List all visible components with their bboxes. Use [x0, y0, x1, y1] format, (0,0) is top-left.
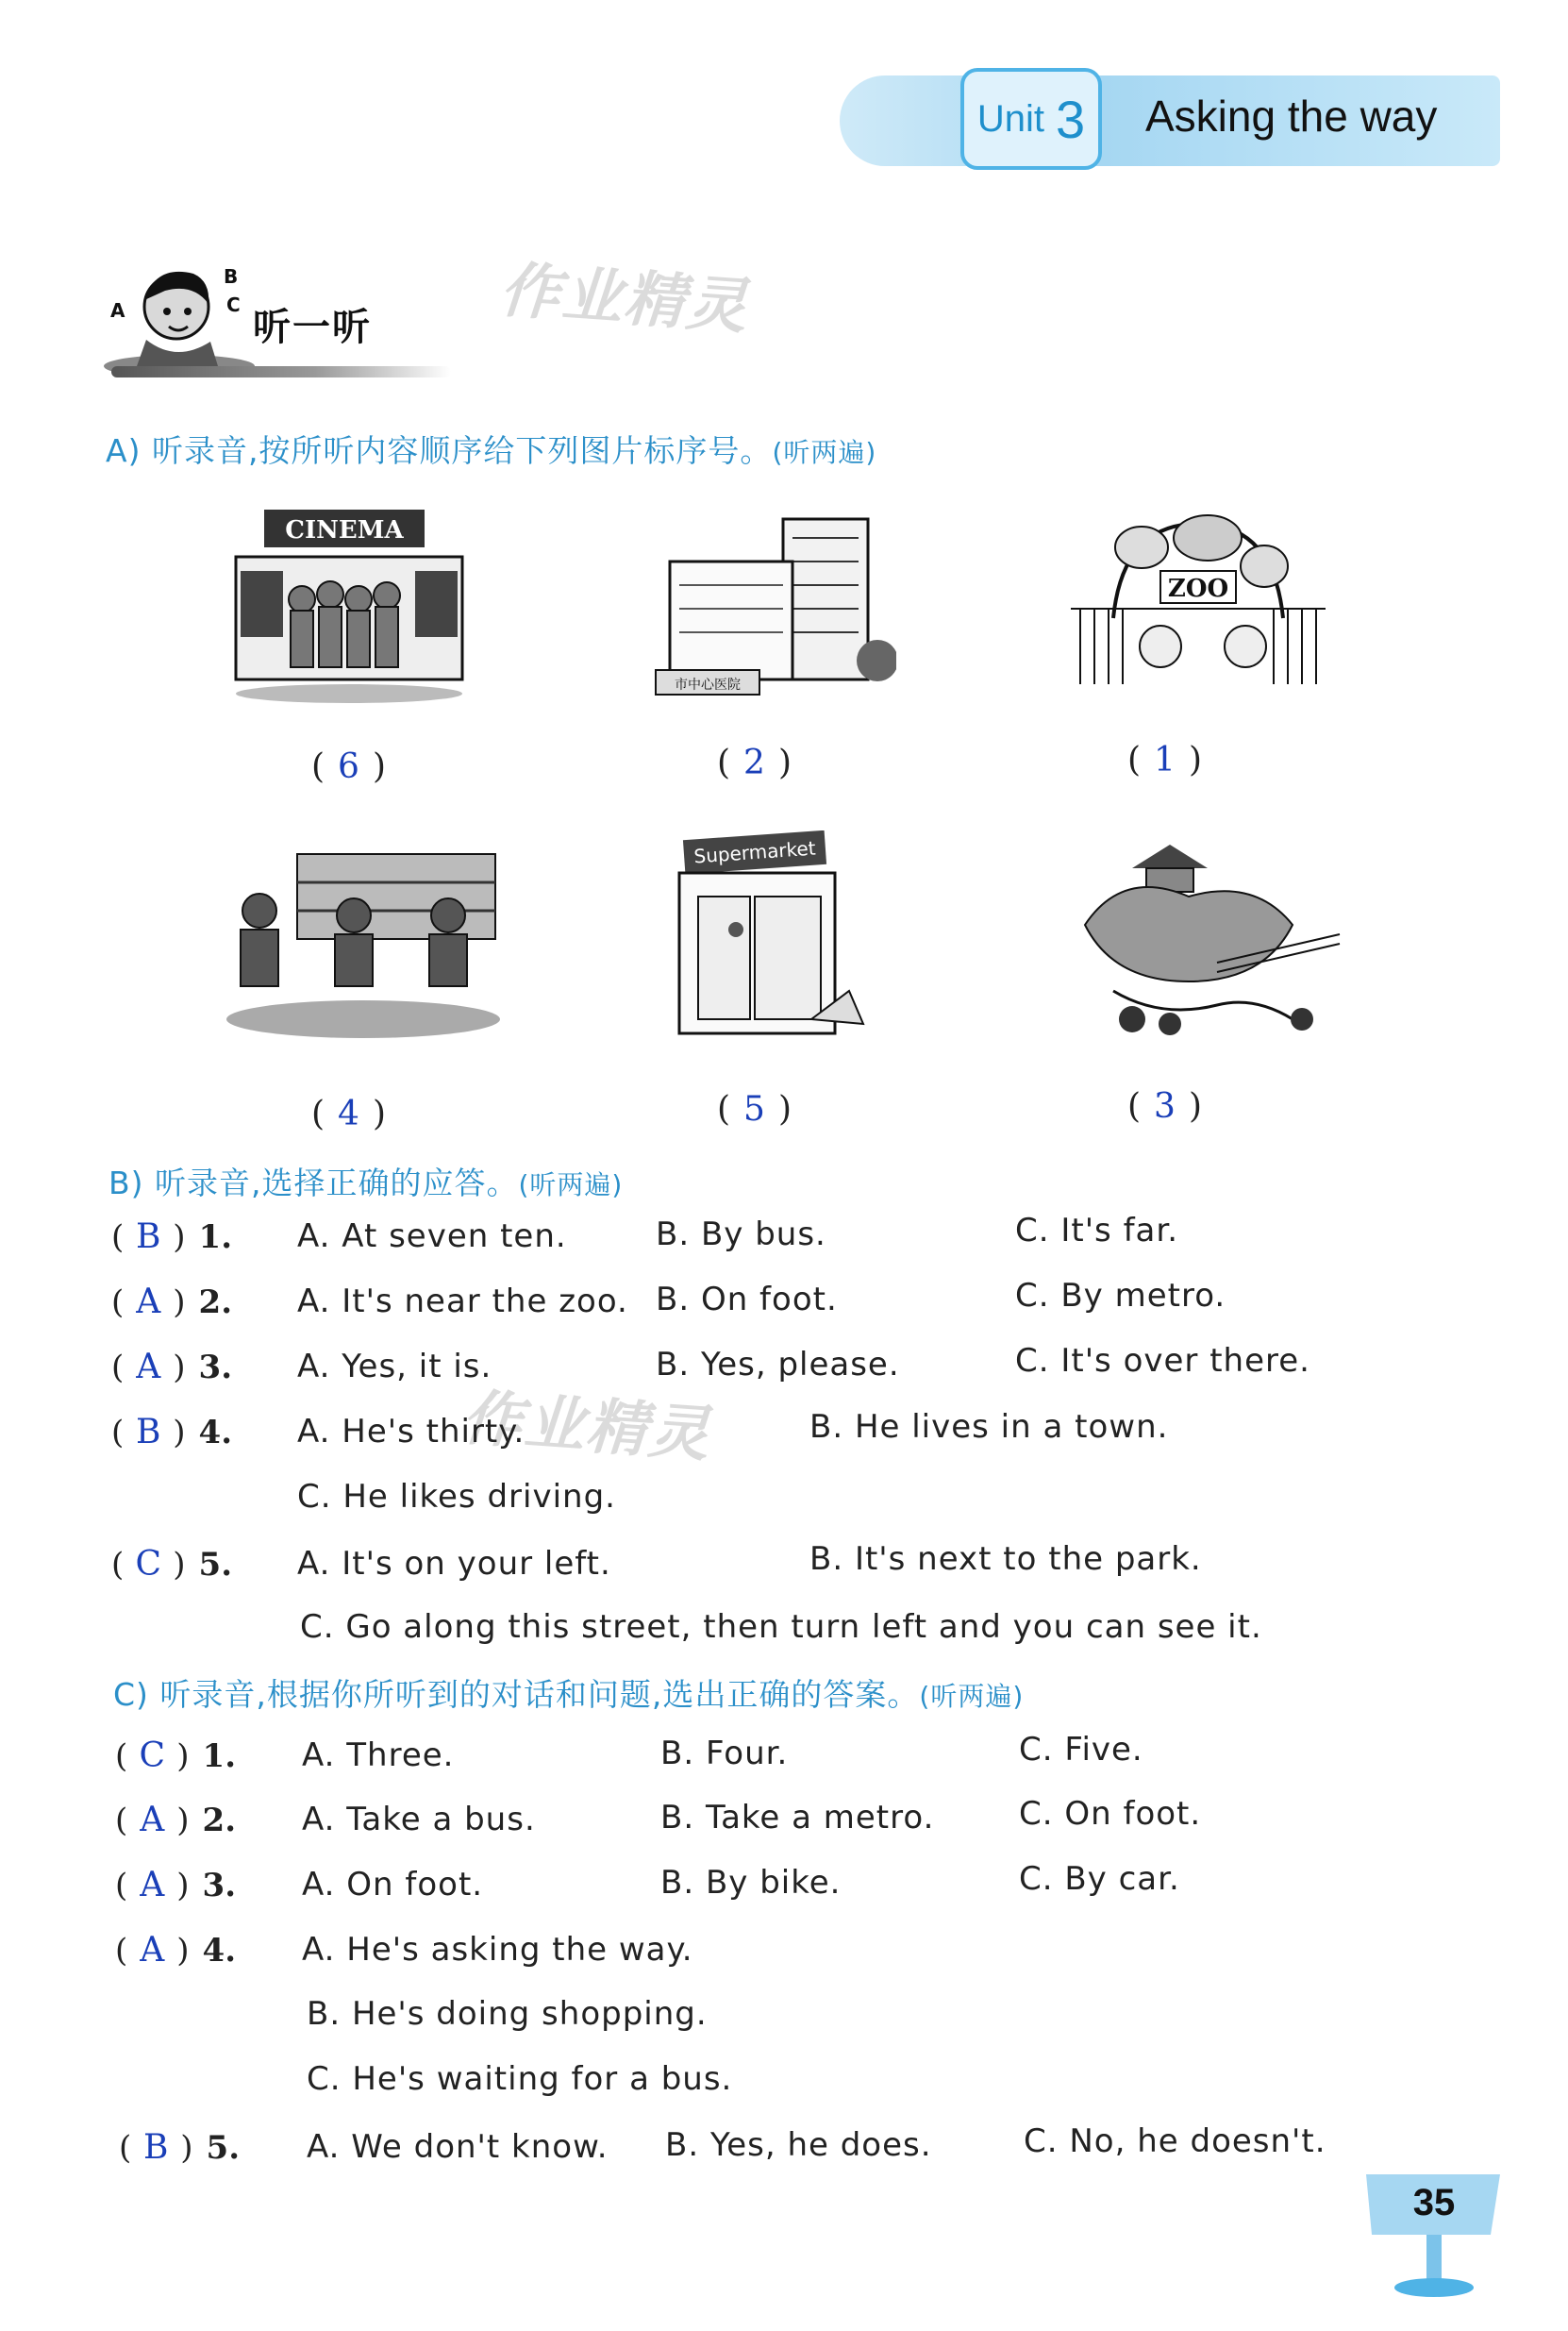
partC-item-1: ( C ) 1. [115, 1736, 237, 1775]
partB-note: (听两遍) [518, 1169, 624, 1200]
option-b: B. He lives in a town. [809, 1408, 1169, 1446]
hospital-sign: 市中心医院 [675, 678, 741, 693]
answer-value[interactable]: A [140, 1866, 165, 1904]
partA-instruction [106, 427, 876, 471]
item-number: 3. [202, 1867, 237, 1904]
option-c: C. By car. [1019, 1860, 1180, 1898]
option-a: A. It's on your left. [297, 1545, 611, 1583]
option-a: A. Take a bus. [302, 1801, 536, 1838]
partB-item-5: ( C ) 5. [111, 1545, 233, 1584]
watermark: 作业精灵 [497, 254, 751, 344]
unit-number: 3 [1055, 89, 1086, 149]
option-c: C. It's over there. [1015, 1342, 1310, 1380]
option-b: B. Take a metro. [660, 1799, 935, 1836]
partC-item-3: ( A ) 3. [115, 1866, 237, 1904]
option-b: B. By bike. [660, 1864, 842, 1902]
watermark: 作业精灵 [459, 1382, 713, 1471]
answer-value[interactable]: C [135, 1545, 162, 1584]
option-c: C. He's waiting for a bus. [307, 2060, 733, 2098]
partB-item-2: ( A ) 2. [111, 1283, 233, 1321]
icon-letter-b: B [224, 265, 239, 288]
answer-slot-hospital[interactable]: ( 2 ) [717, 744, 792, 782]
option-a: A. It's near the zoo. [297, 1283, 628, 1320]
option-a: A. On foot. [302, 1866, 484, 1903]
option-b: B. Yes, please. [656, 1346, 900, 1384]
item-number: 4. [198, 1414, 233, 1451]
partB-item-4: ( B ) 4. [111, 1413, 233, 1451]
page-number: 35 [1412, 2182, 1456, 2223]
partC-item-2: ( A ) 2. [115, 1801, 237, 1839]
answer-value: 5 [743, 1090, 765, 1129]
page-number-sign [1359, 2169, 1510, 2301]
zoo-picture [1066, 505, 1330, 703]
unit-badge [960, 68, 1102, 170]
supermarket-sign: Supermarket [692, 836, 817, 868]
item-number: 3. [198, 1349, 233, 1386]
cinema-picture [226, 505, 472, 713]
option-c: C. Five. [1019, 1731, 1143, 1769]
answer-slot-library[interactable]: ( 4 ) [311, 1095, 386, 1133]
partA-note: (听两遍) [772, 437, 877, 468]
answer-value[interactable]: A [140, 1801, 165, 1839]
partC-note: (听两遍) [919, 1681, 1025, 1712]
answer-value[interactable]: C [139, 1736, 166, 1775]
answer-slot-cinema[interactable]: ( 6 ) [311, 747, 386, 786]
listening-boy-icon [99, 255, 259, 382]
cinema-sign: CINEMA [285, 516, 404, 545]
partC-item-4: ( A ) 4. [115, 1931, 237, 1970]
option-c: C. He likes driving. [297, 1478, 616, 1516]
answer-slot-supermarket[interactable]: ( 5 ) [717, 1090, 792, 1129]
item-number: 5. [198, 1546, 233, 1584]
icon-letter-c: C [226, 293, 241, 316]
answer-slot-zoo[interactable]: ( 1 ) [1127, 741, 1202, 780]
option-c: C. Go along this street, then turn left and you can see it. [300, 1608, 1262, 1646]
item-number: 2. [198, 1283, 233, 1321]
park-picture [1076, 830, 1349, 1048]
item-number: 5. [206, 2129, 241, 2167]
option-b: B. He's doing shopping. [307, 1995, 708, 2033]
zoo-sign: ZOO [1167, 575, 1229, 603]
answer-value: 3 [1154, 1087, 1176, 1126]
item-number: 1. [198, 1218, 233, 1256]
partC-item-5: ( B ) 5. [119, 2128, 241, 2167]
option-b: B. It's next to the park. [809, 1540, 1202, 1578]
answer-value: 1 [1154, 741, 1176, 780]
partB-item-1: ( B ) 1. [111, 1217, 233, 1256]
option-a: A. Three. [302, 1736, 455, 1774]
item-number: 4. [202, 1932, 237, 1970]
answer-value[interactable]: A [136, 1283, 161, 1321]
supermarket-picture [660, 830, 906, 1048]
option-a: A. At seven ten. [297, 1217, 567, 1255]
option-a: A. We don't know. [307, 2128, 609, 2166]
library-picture [222, 845, 505, 1043]
section-underline [111, 366, 451, 377]
item-number: 1. [202, 1737, 237, 1775]
answer-value[interactable]: B [143, 2128, 169, 2167]
answer-value[interactable]: B [136, 1413, 161, 1451]
answer-value: 2 [743, 744, 765, 782]
partB-instruction [108, 1159, 623, 1203]
option-a: A. He's thirty. [297, 1413, 525, 1451]
option-b: B. Yes, he does. [665, 2126, 932, 2164]
option-c: C. No, he doesn't. [1024, 2122, 1326, 2160]
option-b: B. By bus. [656, 1216, 826, 1253]
answer-value[interactable]: A [140, 1931, 165, 1970]
option-b: B. On foot. [656, 1281, 838, 1318]
option-a: A. Yes, it is. [297, 1348, 492, 1385]
answer-value[interactable]: B [136, 1217, 161, 1256]
option-c: C. On foot. [1019, 1795, 1202, 1833]
option-c: C. By metro. [1015, 1277, 1226, 1315]
unit-word: Unit [976, 97, 1044, 140]
partC-instruction-text: C) 听录音,根据你所听到的对话和问题,选出正确的答案。 [113, 1676, 920, 1713]
answer-value[interactable]: A [136, 1348, 161, 1386]
partB-item-3: ( A ) 3. [111, 1348, 233, 1386]
option-c: C. It's far. [1015, 1212, 1179, 1249]
partC-instruction [113, 1670, 1024, 1715]
answer-value: 4 [338, 1095, 359, 1133]
option-a: A. He's asking the way. [302, 1931, 693, 1969]
partA-instruction-text: A) 听录音,按所听内容顺序给下列图片标序号。 [106, 432, 773, 469]
partB-instruction-text: B) 听录音,选择正确的应答。 [108, 1165, 519, 1201]
section-title: 听一听 [253, 306, 372, 349]
answer-value: 6 [338, 747, 359, 786]
hospital-picture [651, 510, 896, 708]
unit-title: Asking the way [1145, 92, 1438, 141]
icon-letter-a: A [110, 299, 125, 322]
item-number: 2. [202, 1802, 237, 1839]
answer-slot-park[interactable]: ( 3 ) [1127, 1087, 1202, 1126]
option-b: B. Four. [660, 1735, 789, 1772]
